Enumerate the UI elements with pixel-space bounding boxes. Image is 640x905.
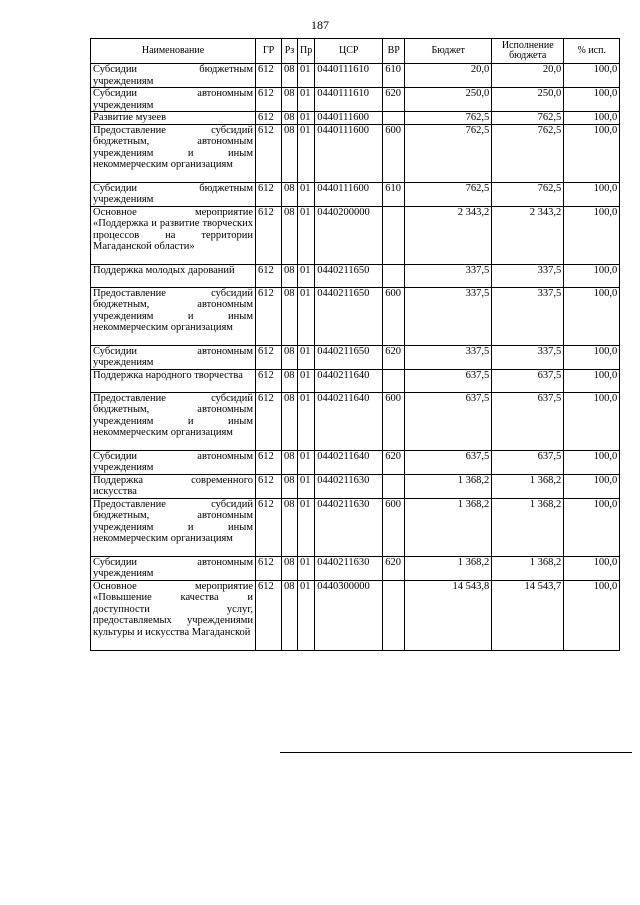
header-execution: Исполнение бюджета — [492, 39, 564, 64]
cell-vr: 620 — [383, 450, 405, 474]
cell-rz: 08 — [282, 392, 298, 450]
table-row — [91, 474, 620, 498]
cell-budget: 20,0 — [405, 64, 492, 88]
cell-execution: 637,5 — [492, 392, 564, 450]
cell-vr — [383, 112, 405, 125]
cell-budget: 14 543,8 — [405, 580, 492, 650]
table-row — [91, 369, 620, 392]
cell-rz: 08 — [282, 182, 298, 206]
cell-budget: 2 343,2 — [405, 206, 492, 264]
cell-name: Предоставление субсидий бюджетным, автономным учреждениям и иным некоммерческим организациям — [91, 392, 256, 450]
cell-gr: 612 — [256, 580, 282, 650]
cell-pr: 01 — [298, 88, 315, 112]
cell-csr: 0440300000 — [315, 580, 383, 650]
cell-name: Развитие музеев — [91, 112, 256, 125]
cell-pr: 01 — [298, 264, 315, 287]
cell-percent: 100,0 — [564, 287, 620, 345]
cell-execution: 20,0 — [492, 64, 564, 88]
cell-vr: 620 — [383, 88, 405, 112]
cell-rz: 08 — [282, 124, 298, 182]
cell-budget: 762,5 — [405, 182, 492, 206]
cell-rz: 08 — [282, 88, 298, 112]
cell-pr: 01 — [298, 112, 315, 125]
cell-name: Основное мероприятие «Поддержка и развитие творческих процессов на территории Магаданской области» — [91, 206, 256, 264]
table-row — [91, 580, 620, 650]
header-csr: ЦСР — [315, 39, 383, 64]
cell-csr: 0440211630 — [315, 556, 383, 580]
cell-name: Субсидии автономным учреждениям — [91, 556, 256, 580]
cell-gr: 612 — [256, 64, 282, 88]
cell-name: Поддержка народного творчества — [91, 369, 256, 392]
cell-csr: 0440111600 — [315, 182, 383, 206]
cell-vr — [383, 264, 405, 287]
cell-execution: 637,5 — [492, 369, 564, 392]
page-number: 187 — [311, 18, 329, 32]
cell-gr: 612 — [256, 88, 282, 112]
cell-execution: 2 343,2 — [492, 206, 564, 264]
cell-csr: 0440111610 — [315, 64, 383, 88]
cell-budget: 337,5 — [405, 264, 492, 287]
cell-percent: 100,0 — [564, 112, 620, 125]
cell-name: Предоставление субсидий бюджетным, автономным учреждениям и иным некоммерческим организациям — [91, 124, 256, 182]
cell-percent: 100,0 — [564, 88, 620, 112]
cell-gr: 612 — [256, 345, 282, 369]
table-row — [91, 498, 620, 556]
cell-percent: 100,0 — [564, 556, 620, 580]
cell-percent: 100,0 — [564, 369, 620, 392]
cell-name: Субсидии автономным учреждениям — [91, 345, 256, 369]
cell-rz: 08 — [282, 580, 298, 650]
cell-vr: 600 — [383, 392, 405, 450]
cell-gr: 612 — [256, 206, 282, 264]
cell-gr: 612 — [256, 112, 282, 125]
cell-rz: 08 — [282, 287, 298, 345]
cell-percent: 100,0 — [564, 264, 620, 287]
cell-csr: 0440111600 — [315, 112, 383, 125]
cell-name: Субсидии бюджетным учреждениям — [91, 182, 256, 206]
table-row — [91, 264, 620, 287]
cell-csr: 0440200000 — [315, 206, 383, 264]
cell-budget: 1 368,2 — [405, 498, 492, 556]
cell-rz: 08 — [282, 206, 298, 264]
cell-pr: 01 — [298, 369, 315, 392]
cell-pr: 01 — [298, 474, 315, 498]
cell-budget: 637,5 — [405, 369, 492, 392]
cell-name: Субсидии бюджетным учреждениям — [91, 64, 256, 88]
cell-percent: 100,0 — [564, 474, 620, 498]
cell-execution: 1 368,2 — [492, 498, 564, 556]
cell-csr: 0440211630 — [315, 474, 383, 498]
cell-gr: 612 — [256, 124, 282, 182]
cell-name: Субсидии автономным учреждениям — [91, 450, 256, 474]
cell-pr: 01 — [298, 498, 315, 556]
cell-csr: 0440211640 — [315, 369, 383, 392]
cell-pr: 01 — [298, 392, 315, 450]
cell-csr: 0440211640 — [315, 450, 383, 474]
cell-rz: 08 — [282, 345, 298, 369]
cell-budget: 762,5 — [405, 112, 492, 125]
cell-percent: 100,0 — [564, 498, 620, 556]
cell-csr: 0440211630 — [315, 498, 383, 556]
bottom-rule — [280, 752, 632, 753]
cell-execution: 1 368,2 — [492, 556, 564, 580]
cell-execution: 637,5 — [492, 450, 564, 474]
cell-csr: 0440211650 — [315, 287, 383, 345]
cell-vr: 620 — [383, 345, 405, 369]
cell-rz: 08 — [282, 112, 298, 125]
table-row — [91, 112, 620, 125]
header-budget: Бюджет — [405, 39, 492, 64]
table-row — [91, 345, 620, 369]
cell-name: Предоставление субсидий бюджетным, автономным учреждениям и иным некоммерческим организациям — [91, 287, 256, 345]
cell-rz: 08 — [282, 369, 298, 392]
header-pr: Пр — [298, 39, 315, 64]
header-name: Наименование — [91, 39, 256, 64]
cell-pr: 01 — [298, 345, 315, 369]
cell-execution: 337,5 — [492, 264, 564, 287]
cell-vr: 620 — [383, 556, 405, 580]
cell-rz: 08 — [282, 64, 298, 88]
cell-csr: 0440211650 — [315, 345, 383, 369]
cell-gr: 612 — [256, 556, 282, 580]
cell-vr — [383, 206, 405, 264]
cell-percent: 100,0 — [564, 182, 620, 206]
cell-csr: 0440211640 — [315, 392, 383, 450]
cell-vr: 600 — [383, 287, 405, 345]
table-row — [91, 64, 620, 88]
table-row — [91, 182, 620, 206]
cell-vr: 600 — [383, 498, 405, 556]
table-row — [91, 392, 620, 450]
table-header-row — [91, 39, 620, 64]
cell-vr: 610 — [383, 64, 405, 88]
table-row — [91, 88, 620, 112]
cell-name: Субсидии автономным учреждениям — [91, 88, 256, 112]
table-body — [91, 64, 620, 651]
cell-gr: 612 — [256, 369, 282, 392]
cell-rz: 08 — [282, 498, 298, 556]
cell-pr: 01 — [298, 580, 315, 650]
cell-rz: 08 — [282, 264, 298, 287]
cell-name: Предоставление субсидий бюджетным, автономным учреждениям и иным некоммерческим организациям — [91, 498, 256, 556]
header-rz: Рз — [282, 39, 298, 64]
cell-execution: 762,5 — [492, 112, 564, 125]
cell-execution: 337,5 — [492, 345, 564, 369]
cell-execution: 337,5 — [492, 287, 564, 345]
cell-vr — [383, 580, 405, 650]
header-percent: % исп. — [564, 39, 620, 64]
cell-pr: 01 — [298, 287, 315, 345]
cell-budget: 1 368,2 — [405, 474, 492, 498]
cell-name: Основное мероприятие «Повышение качества и доступности услуг, предоставляемых учреждениями культуры и искусства Магаданской — [91, 580, 256, 650]
cell-gr: 612 — [256, 474, 282, 498]
cell-gr: 612 — [256, 450, 282, 474]
cell-gr: 612 — [256, 287, 282, 345]
cell-pr: 01 — [298, 450, 315, 474]
cell-rz: 08 — [282, 450, 298, 474]
table-row — [91, 450, 620, 474]
cell-vr — [383, 474, 405, 498]
cell-budget: 637,5 — [405, 392, 492, 450]
cell-budget: 337,5 — [405, 345, 492, 369]
cell-execution: 762,5 — [492, 124, 564, 182]
cell-pr: 01 — [298, 556, 315, 580]
cell-execution: 762,5 — [492, 182, 564, 206]
cell-vr: 600 — [383, 124, 405, 182]
header-gr: ГР — [256, 39, 282, 64]
budget-table — [90, 38, 620, 651]
cell-vr — [383, 369, 405, 392]
cell-name: Поддержка молодых дарований — [91, 264, 256, 287]
cell-pr: 01 — [298, 124, 315, 182]
cell-gr: 612 — [256, 264, 282, 287]
cell-csr: 0440111600 — [315, 124, 383, 182]
cell-percent: 100,0 — [564, 124, 620, 182]
cell-gr: 612 — [256, 498, 282, 556]
cell-execution: 250,0 — [492, 88, 564, 112]
cell-budget: 250,0 — [405, 88, 492, 112]
table-row — [91, 556, 620, 580]
cell-percent: 100,0 — [564, 450, 620, 474]
cell-percent: 100,0 — [564, 345, 620, 369]
cell-rz: 08 — [282, 556, 298, 580]
cell-pr: 01 — [298, 206, 315, 264]
cell-execution: 14 543,7 — [492, 580, 564, 650]
cell-budget: 637,5 — [405, 450, 492, 474]
cell-budget: 1 368,2 — [405, 556, 492, 580]
cell-pr: 01 — [298, 182, 315, 206]
table-row — [91, 206, 620, 264]
header-vr: ВР — [383, 39, 405, 64]
table-row — [91, 287, 620, 345]
cell-percent: 100,0 — [564, 580, 620, 650]
cell-percent: 100,0 — [564, 206, 620, 264]
cell-csr: 0440111610 — [315, 88, 383, 112]
cell-csr: 0440211650 — [315, 264, 383, 287]
cell-execution: 1 368,2 — [492, 474, 564, 498]
cell-gr: 612 — [256, 182, 282, 206]
cell-rz: 08 — [282, 474, 298, 498]
cell-gr: 612 — [256, 392, 282, 450]
cell-pr: 01 — [298, 64, 315, 88]
cell-vr: 610 — [383, 182, 405, 206]
cell-name: Поддержка современного искусства — [91, 474, 256, 498]
table-row — [91, 124, 620, 182]
cell-budget: 762,5 — [405, 124, 492, 182]
cell-budget: 337,5 — [405, 287, 492, 345]
cell-percent: 100,0 — [564, 64, 620, 88]
cell-percent: 100,0 — [564, 392, 620, 450]
